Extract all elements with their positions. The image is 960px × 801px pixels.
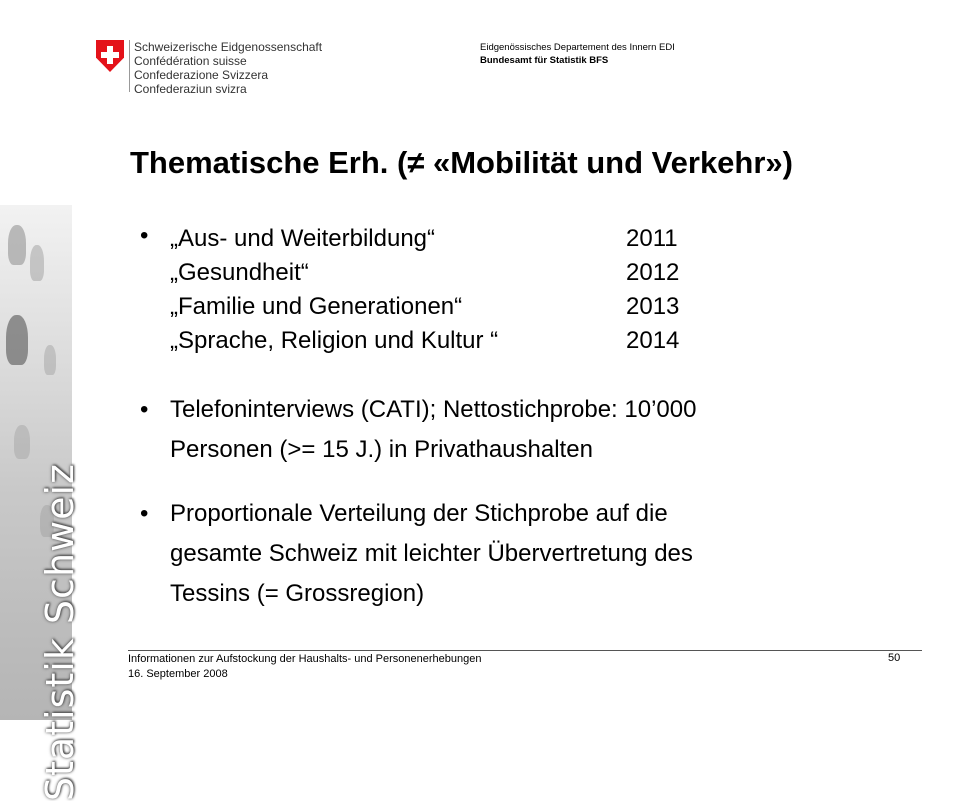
office-name: Bundesamt für Statistik BFS bbox=[480, 55, 609, 66]
page-number: 50 bbox=[888, 652, 901, 664]
bullet-dot: • bbox=[140, 396, 149, 423]
swiss-shield-icon bbox=[96, 40, 124, 72]
bullet-line: Personen (>= 15 J.) in Privathaushalten bbox=[170, 436, 593, 463]
survey-row bbox=[170, 324, 930, 358]
person-silhouette bbox=[8, 225, 26, 265]
survey-list bbox=[170, 222, 930, 358]
footer-title: Informationen zur Aufstockung der Haushalts- und Personenerhebungen bbox=[128, 653, 482, 665]
header-divider bbox=[129, 40, 130, 92]
bullet-list bbox=[140, 222, 930, 614]
side-photo-band bbox=[0, 205, 82, 801]
person-silhouette bbox=[14, 425, 30, 459]
survey-row bbox=[170, 290, 930, 324]
bullet-dot: • bbox=[140, 222, 149, 249]
survey-topic: „Aus- und Weiterbildung“ bbox=[170, 225, 436, 252]
language-name: Confédération suisse bbox=[134, 54, 247, 68]
department-name: Eidgenössisches Departement des Innern EDI bbox=[480, 42, 675, 53]
bullet-line: Tessins (= Grossregion) bbox=[170, 580, 425, 607]
slide-title: Thematische Erh. (≠ «Mobilität und Verkehr») bbox=[130, 145, 793, 180]
survey-year: 2012 bbox=[626, 259, 680, 286]
bullet-line: Proportionale Verteilung der Stichprobe auf die bbox=[170, 500, 668, 527]
person-silhouette bbox=[30, 245, 44, 281]
survey-topic: „Gesundheit“ bbox=[170, 259, 309, 286]
survey-topic: „Familie und Generationen“ bbox=[170, 293, 463, 320]
language-name: Schweizerische Eidgenossenschaft bbox=[134, 40, 323, 54]
survey-row bbox=[170, 256, 930, 290]
bullet-interviews bbox=[140, 390, 930, 470]
survey-topic: „Sprache, Religion und Kultur “ bbox=[170, 327, 499, 354]
survey-row bbox=[170, 222, 930, 256]
bullet-dot: • bbox=[140, 500, 149, 527]
bullet-survey-topics bbox=[140, 222, 930, 358]
bullet-line: gesamte Schweiz mit leichter Übervertretung des bbox=[170, 540, 693, 567]
confederation-names bbox=[134, 40, 322, 96]
footer-divider bbox=[128, 650, 922, 651]
person-silhouette bbox=[44, 345, 56, 375]
department-block bbox=[480, 41, 675, 67]
language-name: Confederaziun svizra bbox=[134, 82, 247, 96]
language-name: Confederazione Svizzera bbox=[134, 68, 269, 82]
survey-year: 2014 bbox=[626, 327, 680, 354]
bullet-line: Telefoninterviews (CATI); Nettostichprobe: 10’000 bbox=[170, 396, 697, 423]
survey-year: 2011 bbox=[626, 225, 678, 252]
person-silhouette bbox=[6, 315, 28, 365]
footer-date: 16. September 2008 bbox=[128, 668, 228, 680]
side-band-text: Statistik Schweiz bbox=[38, 463, 82, 801]
bullet-distribution bbox=[140, 494, 930, 614]
survey-year: 2013 bbox=[626, 293, 680, 320]
